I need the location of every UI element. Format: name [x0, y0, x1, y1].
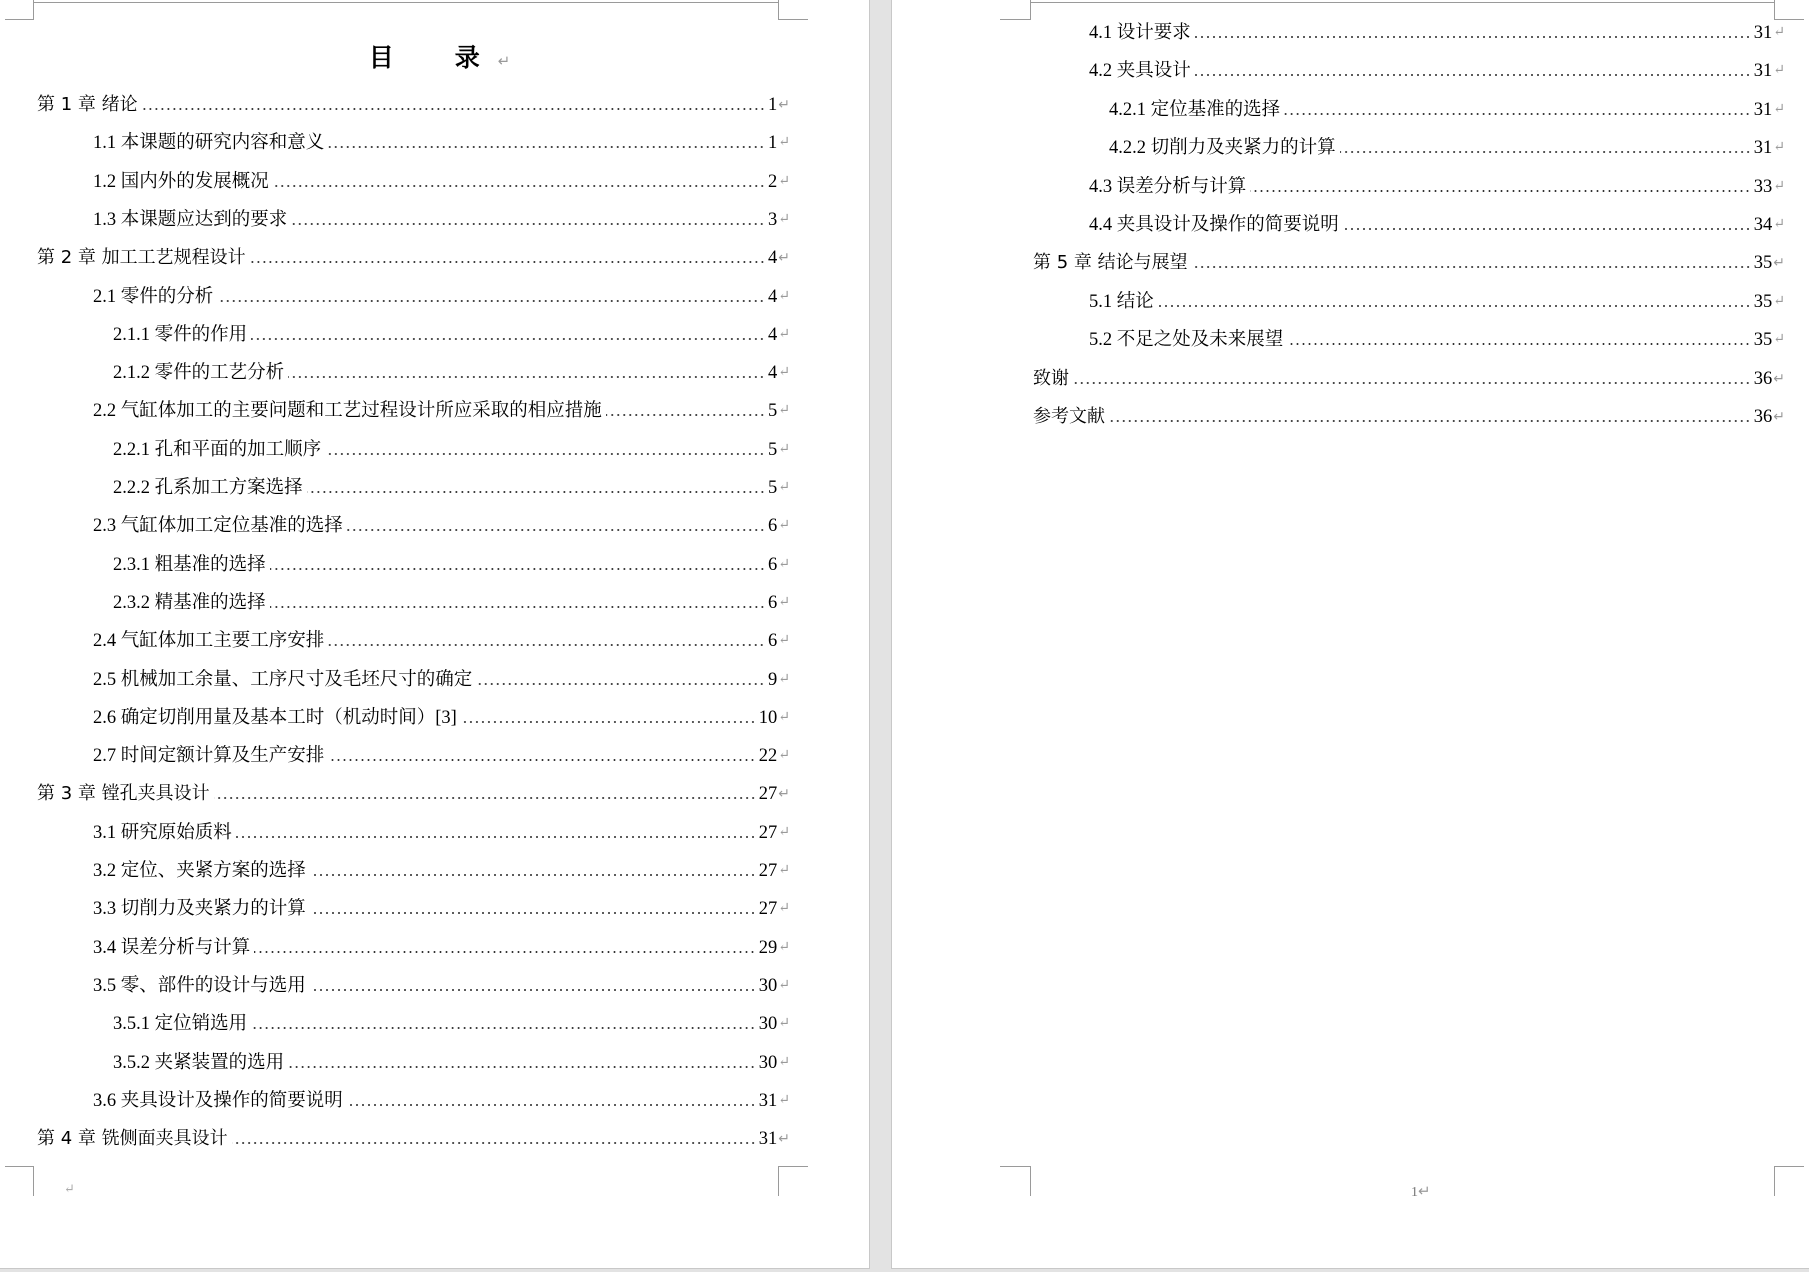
dot-leader: [328, 146, 765, 148]
toc-entry-label: 1.1 本课题的研究内容和意义: [93, 133, 325, 153]
toc-entry-label: 参考文献: [1033, 406, 1105, 427]
toc-entry-page: 5: [768, 401, 778, 421]
dot-leader: [310, 874, 756, 876]
toc-entry-page: 1: [768, 95, 778, 115]
dot-leader: [1284, 113, 1751, 115]
paragraph-mark-icon: ↵: [1773, 294, 1785, 309]
toc-entry-page: 3: [768, 210, 778, 230]
header-boundary-line: [1030, 2, 1775, 3]
dot-leader: [347, 529, 765, 531]
dot-leader: [1195, 74, 1751, 76]
toc-entry[interactable]: [93, 205, 790, 235]
dot-leader: [347, 1104, 756, 1106]
paragraph-mark-icon: ↵: [778, 480, 790, 495]
paragraph-mark-icon: ↵: [778, 442, 790, 457]
toc-entry-page: 4: [768, 325, 778, 345]
dot-leader: [328, 759, 756, 761]
footer-page-number: 1↵: [1411, 1184, 1431, 1200]
toc-entry-label: 3.5 零、部件的设计与选用: [93, 976, 306, 996]
toc-entry-label: 3.1 研究原始质料: [93, 823, 232, 843]
paragraph-mark-icon: ↵: [778, 863, 790, 878]
toc-entry-label: 2.7 时间定额计算及生产安排: [93, 746, 325, 766]
paragraph-mark-icon: ↵: [778, 901, 790, 916]
paragraph-mark-icon: ↵: [778, 97, 790, 113]
dot-leader: [461, 721, 756, 723]
toc-entry-page: 31: [758, 1091, 778, 1111]
toc-entry[interactable]: [113, 588, 790, 618]
toc-entry[interactable]: [93, 167, 790, 197]
toc-entry-page: 9: [768, 670, 778, 690]
paragraph-mark-icon: ↵: [778, 748, 790, 763]
toc-entry-page: 6: [768, 631, 778, 651]
toc-title: [0, 38, 869, 81]
toc-entry[interactable]: [93, 703, 790, 733]
toc-entry-page: 35: [1753, 330, 1773, 350]
dot-leader: [273, 185, 765, 187]
dot-leader: [1109, 420, 1751, 422]
toc-entry-label: 2.3.1 粗基准的选择: [113, 555, 266, 575]
paragraph-mark-icon: ↵: [778, 365, 790, 380]
toc-entry-page: 27: [758, 784, 778, 804]
toc-entry[interactable]: [37, 1124, 790, 1154]
dot-leader: [325, 453, 765, 455]
toc-entry[interactable]: [1089, 56, 1785, 86]
toc-entry-label: 2.3 气缸体加工定位基准的选择: [93, 516, 343, 536]
paragraph-mark-icon: ↵: [778, 595, 790, 610]
margin-corner-mark: [33, 0, 34, 20]
toc-title-text: 目 录: [368, 43, 498, 72]
dot-leader: [1195, 36, 1751, 38]
toc-entry-label: 第 2 章 加工工艺规程设计: [37, 247, 246, 268]
toc-entry-label: 5.1 结论: [1089, 292, 1154, 312]
dot-leader: [254, 951, 756, 953]
dot-leader: [270, 606, 765, 608]
toc-entry-label: 2.2.1 孔和平面的加工顺序: [113, 440, 322, 460]
toc-entry-page: 34: [1753, 215, 1773, 235]
toc-entry-page: 31: [1753, 23, 1773, 43]
toc-entry-label: 2.2.2 孔系加工方案选择: [113, 478, 303, 498]
toc-entry-label: 2.2 气缸体加工的主要问题和工艺过程设计所应采取的相应措施: [93, 401, 602, 421]
toc-entry-label: 3.6 夹具设计及操作的简要说明: [93, 1091, 343, 1111]
toc-entry[interactable]: [93, 856, 790, 886]
toc-entry-label: 2.3.2 精基准的选择: [113, 593, 266, 613]
toc-entry[interactable]: [113, 435, 790, 465]
toc-entry[interactable]: [93, 933, 790, 963]
paragraph-mark-icon: ↵: [778, 1016, 790, 1031]
toc-entry[interactable]: [1109, 95, 1785, 125]
paragraph-mark-icon: ↵: [778, 940, 790, 955]
margin-corner-mark: [5, 1166, 34, 1167]
toc-entry-label: 第 4 章 铣侧面夹具设计: [37, 1128, 228, 1149]
dot-leader: [214, 797, 756, 799]
toc-entry-label: 2.1 零件的分析: [93, 287, 214, 307]
toc-entry-label: 2.6 确定切削用量及基本工时（机动时间）[3]: [93, 708, 457, 728]
dot-leader: [310, 989, 756, 991]
paragraph-mark-icon: ↵: [1773, 25, 1785, 40]
toc-entry[interactable]: [113, 473, 790, 503]
paragraph-mark-icon: ↵: [1773, 63, 1785, 78]
paragraph-mark-icon: ↵: [778, 327, 790, 342]
toc-entry-page: 22: [758, 746, 778, 766]
margin-corner-mark: [778, 1166, 779, 1196]
toc-entry[interactable]: [93, 971, 790, 1001]
toc-entry-page: 33: [1753, 177, 1773, 197]
paragraph-mark-icon: ↵: [1773, 140, 1785, 155]
dot-leader: [606, 414, 765, 416]
dot-leader: [328, 644, 765, 646]
document-page-left: [0, 0, 869, 1268]
margin-corner-mark: [1000, 19, 1031, 20]
toc-entry-page: 35: [1753, 253, 1773, 273]
toc-entry[interactable]: [37, 779, 790, 809]
dot-leader: [1287, 343, 1751, 345]
paragraph-mark-icon: ↵: [778, 1055, 790, 1070]
paragraph-mark-icon: ↵: [1773, 371, 1785, 387]
toc-entry-label: 4.2.1 定位基准的选择: [1109, 100, 1281, 120]
toc-entry-page: 10: [758, 708, 778, 728]
paragraph-mark-icon: ↵: [778, 557, 790, 572]
dot-leader: [288, 1066, 756, 1068]
toc-entry-page: 31: [1753, 138, 1773, 158]
toc-entry-page: 31: [1753, 100, 1773, 120]
toc-entry[interactable]: [93, 626, 790, 656]
toc-entry[interactable]: [37, 90, 790, 120]
paragraph-mark-icon: ↵: [778, 518, 790, 533]
toc-entry-page: 31: [758, 1129, 778, 1149]
dot-leader: [1250, 190, 1751, 192]
dot-leader: [1192, 266, 1751, 268]
paragraph-mark-icon: ↵: [1773, 409, 1785, 425]
margin-corner-mark: [1774, 1166, 1804, 1167]
toc-entry[interactable]: [1033, 364, 1785, 394]
toc-entry-page: 27: [758, 861, 778, 881]
paragraph-mark-icon: ↵: [778, 212, 790, 227]
paragraph-mark-icon: ↵: [778, 1093, 790, 1108]
toc-entry[interactable]: [113, 1009, 790, 1039]
toc-entry[interactable]: [1089, 287, 1785, 317]
toc-entry-page: 4: [768, 248, 778, 268]
margin-corner-mark: [778, 19, 808, 20]
dot-leader: [270, 568, 765, 570]
toc-entry-page: 31: [1753, 61, 1773, 81]
paragraph-mark-icon: ↵: [778, 1131, 790, 1147]
toc-entry-label: 第 3 章 镗孔夹具设计: [37, 783, 210, 804]
toc-entry-label: 第 1 章 绪论: [37, 94, 138, 115]
toc-entry-label: 2.5 机械加工余量、工序尺寸及毛坯尺寸的确定: [93, 670, 473, 690]
margin-corner-mark: [778, 1166, 808, 1167]
toc-entry-page: 4: [768, 363, 778, 383]
paragraph-mark-icon: ↵: [778, 403, 790, 418]
dot-leader: [288, 376, 765, 378]
toc-entry-page: 29: [758, 938, 778, 958]
toc-entry-page: 35: [1753, 292, 1773, 312]
paragraph-mark-icon: ↵: [1418, 1184, 1431, 1200]
toc-entry-label: 4.4 夹具设计及操作的简要说明: [1089, 215, 1339, 235]
dot-leader: [310, 912, 756, 914]
toc-entry-label: 2.4 气缸体加工主要工序安排: [93, 631, 325, 651]
toc-entry[interactable]: [93, 741, 790, 771]
paragraph-mark-icon: ↵: [1773, 217, 1785, 232]
toc-entry-page: 2: [768, 172, 778, 192]
toc-entry-label: 4.2.2 切削力及夹紧力的计算: [1109, 138, 1336, 158]
toc-entry-page: 36: [1753, 369, 1773, 389]
toc-entry-page: 27: [758, 823, 778, 843]
toc-entry-label: 3.5.2 夹紧装置的选用: [113, 1053, 285, 1073]
toc-entry[interactable]: [93, 282, 790, 312]
toc-entry[interactable]: [1089, 210, 1785, 240]
toc-entry[interactable]: [113, 320, 790, 350]
margin-corner-mark: [1030, 0, 1031, 20]
margin-corner-mark: [1774, 1166, 1775, 1196]
dot-leader: [251, 338, 765, 340]
toc-entry[interactable]: [93, 894, 790, 924]
toc-entry-page: 27: [758, 899, 778, 919]
toc-entry-label: 3.4 误差分析与计算: [93, 938, 251, 958]
toc-entry[interactable]: [1089, 18, 1785, 48]
toc-entry[interactable]: [1033, 248, 1785, 278]
paragraph-mark-icon: ↵: [778, 174, 790, 189]
toc-entry-label: 致谢: [1033, 368, 1069, 389]
toc-entry-page: 1: [768, 133, 778, 153]
toc-entry[interactable]: [93, 818, 790, 848]
paragraph-mark-icon: ↵: [778, 825, 790, 840]
dot-leader: [1340, 151, 1751, 153]
toc-entry-label: 5.2 不足之处及未来展望: [1089, 330, 1284, 350]
paragraph-mark-icon: ↵: [778, 135, 790, 150]
toc-entry-page: 6: [768, 593, 778, 613]
paragraph-mark-icon: ↵: [778, 250, 790, 266]
dot-leader: [217, 300, 765, 302]
paragraph-mark-icon: ↵: [778, 978, 790, 993]
paragraph-mark-icon: ↵: [778, 633, 790, 648]
paragraph-mark-icon: ↵: [1773, 102, 1785, 117]
toc-entry-page: 5: [768, 440, 778, 460]
paragraph-mark-icon: ↵: [778, 786, 790, 802]
toc-entry-label: 4.2 夹具设计: [1089, 61, 1191, 81]
toc-entry-label: 2.1.2 零件的工艺分析: [113, 363, 285, 383]
paragraph-mark-icon: ↵: [497, 52, 511, 70]
toc-entry[interactable]: [93, 128, 790, 158]
paragraph-mark-icon: ↵: [778, 672, 790, 687]
paragraph-mark-icon: ↵: [778, 710, 790, 725]
toc-entry[interactable]: [1089, 172, 1785, 202]
paragraph-mark-icon: ↵: [778, 289, 790, 304]
toc-entry[interactable]: [1089, 325, 1785, 355]
margin-corner-mark: [1774, 0, 1775, 20]
paragraph-mark-icon: ↵: [1773, 255, 1785, 271]
dot-leader: [142, 108, 765, 110]
margin-corner-mark: [33, 1166, 34, 1196]
toc-entry-label: 3.2 定位、夹紧方案的选择: [93, 861, 306, 881]
toc-entry[interactable]: [93, 396, 790, 426]
toc-entry-page: 30: [758, 1053, 778, 1073]
toc-entry[interactable]: [93, 1086, 790, 1116]
dot-leader: [251, 1027, 756, 1029]
document-page-right: [892, 0, 1809, 1268]
toc-entry-label: 4.1 设计要求: [1089, 23, 1191, 43]
toc-entry[interactable]: [1109, 133, 1785, 163]
margin-corner-mark: [1030, 1166, 1031, 1196]
margin-corner-mark: [1000, 1166, 1031, 1167]
toc-entry-label: 1.2 国内外的发展概况: [93, 172, 269, 192]
toc-entry-label: 2.1.1 零件的作用: [113, 325, 248, 345]
dot-leader: [236, 836, 756, 838]
toc-entry[interactable]: [113, 1048, 790, 1078]
dot-leader: [307, 491, 765, 493]
toc-entry[interactable]: [113, 550, 790, 580]
dot-leader: [291, 223, 765, 225]
toc-entry-page: 30: [758, 1014, 778, 1034]
margin-corner-mark: [5, 19, 34, 20]
toc-entry-label: 3.5.1 定位销选用: [113, 1014, 248, 1034]
toc-entry-page: 30: [758, 976, 778, 996]
dot-leader: [476, 683, 765, 685]
dot-leader: [1158, 305, 1751, 307]
dot-leader: [232, 1142, 756, 1144]
toc-entry[interactable]: [93, 665, 790, 695]
toc-entry-page: 4: [768, 287, 778, 307]
toc-entry-page: 6: [768, 516, 778, 536]
toc-entry-label: 3.3 切削力及夹紧力的计算: [93, 899, 306, 919]
dot-leader: [1073, 382, 1751, 384]
toc-entry[interactable]: [37, 243, 790, 273]
toc-entry[interactable]: [113, 358, 790, 388]
toc-entry-label: 第 5 章 结论与展望: [1033, 252, 1188, 273]
toc-entry-label: 4.3 误差分析与计算: [1089, 177, 1247, 197]
toc-entry-page: 5: [768, 478, 778, 498]
toc-entry-page: 6: [768, 555, 778, 575]
dot-leader: [1343, 228, 1751, 230]
header-boundary-line: [33, 2, 778, 3]
paragraph-mark-icon: ↵: [1773, 179, 1785, 194]
margin-corner-mark: [778, 0, 779, 20]
paragraph-mark-icon: ↵: [1773, 332, 1785, 347]
toc-entry-label: 1.3 本课题应达到的要求: [93, 210, 288, 230]
toc-entry-page: 36: [1753, 407, 1773, 427]
paragraph-mark-icon: ↵: [64, 1181, 75, 1196]
toc-entry[interactable]: [1033, 402, 1785, 432]
toc-entry[interactable]: [93, 511, 790, 541]
dot-leader: [250, 261, 765, 263]
